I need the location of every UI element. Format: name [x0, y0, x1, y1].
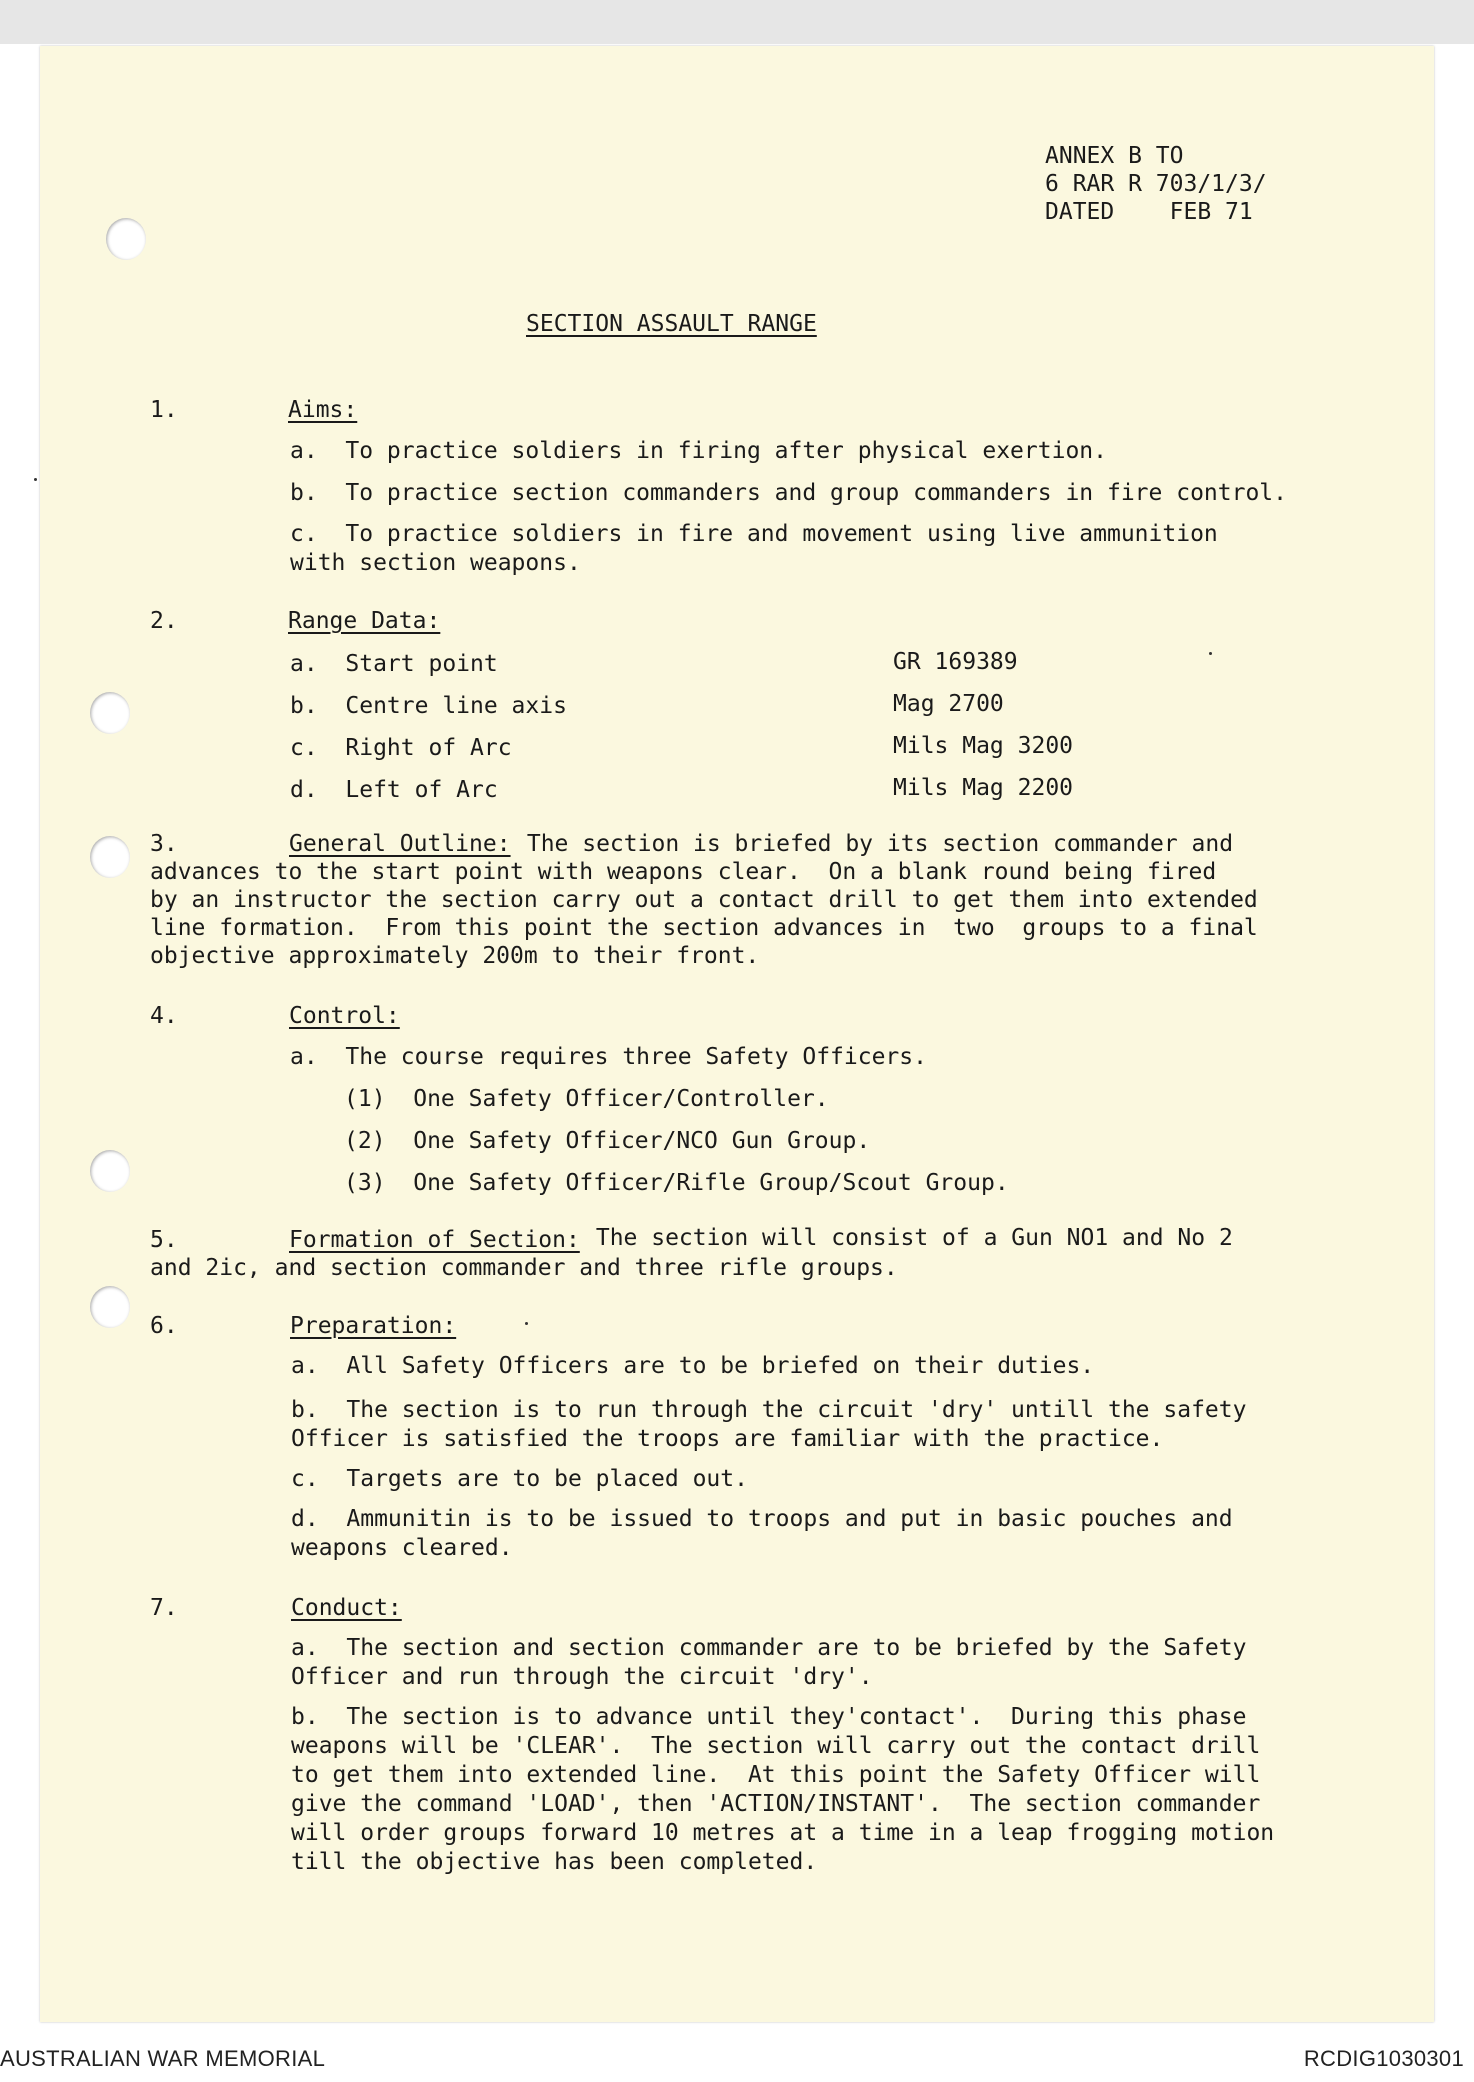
range-data-label: b. Centre line axis [290, 693, 567, 719]
section-heading-conduct: Conduct: [291, 1595, 402, 1621]
speck [525, 1322, 528, 1325]
control-subitem: (3) One Safety Officer/Rifle Group/Scout Group. [344, 1170, 1009, 1196]
section-heading-preparation: Preparation: [290, 1313, 457, 1339]
file-reference: 6 RAR R 703/1/3/ [1045, 171, 1267, 197]
annex-reference: ANNEX B TO [1045, 143, 1184, 169]
punch-hole [90, 836, 130, 878]
preparation-item-a: a. All Safety Officers are to be briefed on their duties. [291, 1353, 1095, 1379]
preparation-item-d: d. Ammunitin is to be issued to troops and put in basic pouches and weapons cleared. [291, 1506, 1233, 1561]
speck [1209, 652, 1212, 655]
formation-body: and 2ic, and section commander and three rifle groups. [150, 1255, 898, 1281]
punch-hole [90, 1286, 130, 1328]
footer-institution: AUSTRALIAN WAR MEMORIAL [0, 2046, 326, 2071]
section-heading-general-outline: General Outline: [289, 831, 511, 857]
section-number: 7. [150, 1595, 178, 1621]
range-data-value: GR 169389 [893, 649, 1018, 675]
range-data-value: Mils Mag 3200 [893, 733, 1074, 759]
general-outline-first-line: The section is briefed by its section commander and [513, 831, 1234, 857]
conduct-item-b: b. The section is to advance until they'contact'. During this phase weapons will be 'CLEAR'. The section will carry out the contact drill to get them into extended line. At this point the Safety Officer will give the command 'LOAD', then 'ACTION/INSTANT'. The section commander will order groups forward 10 metres at a time in a leap frogging motion till the objective has been completed. [291, 1704, 1275, 1875]
section-heading-range-data: Range Data: [288, 608, 441, 634]
range-data-label: a. Start point [290, 651, 498, 677]
preparation-item-c: c. Targets are to be placed out. [291, 1466, 748, 1492]
control-item-a: a. The course requires three Safety Officers. [290, 1044, 927, 1070]
range-data-label: c. Right of Arc [290, 735, 512, 761]
formation-first-line: The section will consist of a Gun NO1 and No 2 [582, 1225, 1233, 1251]
section-number: 3. [150, 831, 178, 857]
speck [34, 478, 37, 481]
section-number: 4. [150, 1003, 178, 1029]
section-heading-aims: Aims: [288, 397, 358, 423]
section-number: 2. [150, 608, 178, 634]
aims-item-c: c. To practice soldiers in fire and movement using live ammunition with section weapons. [290, 521, 1218, 576]
preparation-item-b: b. The section is to run through the circuit 'dry' untill the safety Officer is satisfied the troops are familiar with the practice. [291, 1397, 1247, 1452]
control-subitem: (2) One Safety Officer/NCO Gun Group. [344, 1128, 871, 1154]
punch-hole [106, 218, 146, 260]
footer-record-id: RCDIG1030301 [1303, 2046, 1464, 2071]
document-date: DATED FEB 71 [1045, 199, 1253, 225]
section-heading-formation: Formation of Section: [289, 1227, 580, 1253]
aims-item-b: b. To practice section commanders and group commanders in fire control. [290, 480, 1287, 506]
control-subitem: (1) One Safety Officer/Controller. [344, 1086, 829, 1112]
range-data-label: d. Left of Arc [290, 777, 498, 803]
punch-hole [90, 692, 130, 734]
conduct-item-a: a. The section and section commander are to be briefed by the Safety Officer and run through the circuit 'dry'. [291, 1635, 1247, 1690]
scan-top-margin [0, 0, 1474, 44]
range-data-value: Mag 2700 [893, 691, 1004, 717]
page-title: SECTION ASSAULT RANGE [526, 311, 817, 337]
section-number: 5. [150, 1227, 178, 1253]
section-number: 1. [150, 397, 178, 423]
general-outline-body: advances to the start point with weapons clear. On a blank round being fired by an instructor the section carry out a contact drill to get them into extended line formation. From this point the section advances in two groups to a final objective approximately 200m to their front. [150, 859, 1258, 969]
punch-hole [90, 1150, 130, 1192]
aims-item-a: a. To practice soldiers in firing after physical exertion. [290, 438, 1107, 464]
range-data-value: Mils Mag 2200 [893, 775, 1074, 801]
section-heading-control: Control: [289, 1003, 400, 1029]
section-number: 6. [150, 1313, 178, 1339]
